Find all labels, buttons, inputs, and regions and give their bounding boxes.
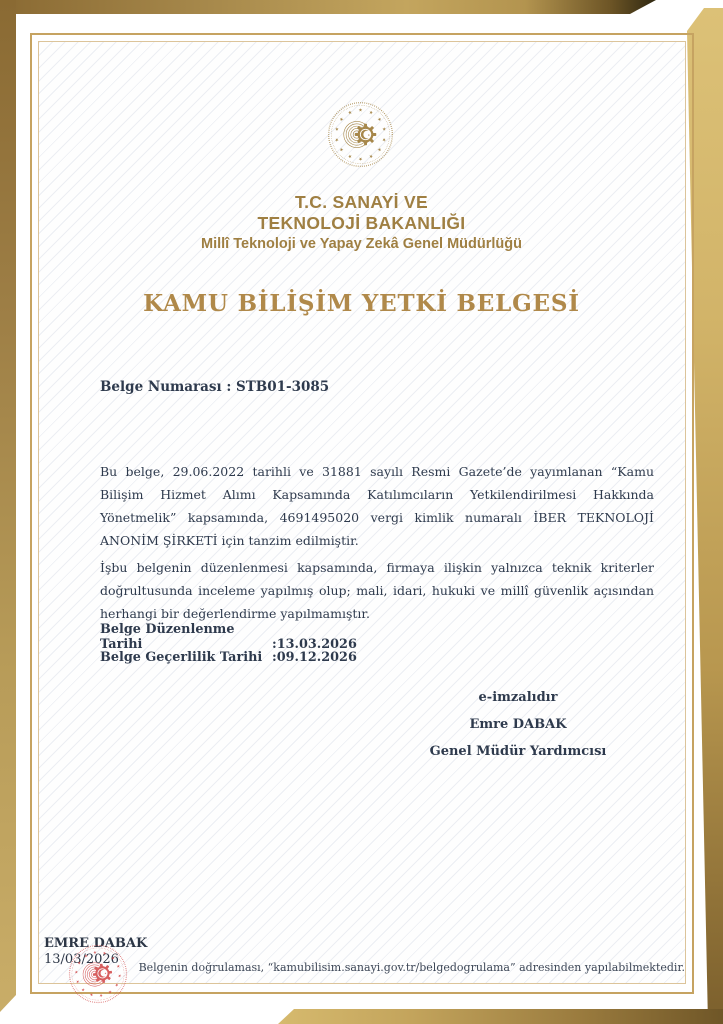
esignature-note: e-imzalıdır xyxy=(478,690,558,705)
issue-date-line xyxy=(100,622,357,652)
certificate-title: KAMU BİLİŞİM YETKİ BELGESİ xyxy=(143,290,580,317)
ministry-name-line2: TEKNOLOJİ BAKANLIĞI xyxy=(257,213,466,233)
paragraph-disclaimer: İşbu belgenin düzenlenmesi kapsamında, firmaya ilişkin yalnızca teknik kriterler doğrultusunda inceleme yapılmış olup; mali, idari, hukuki ve millî güvenlik açısından herhangi bir değerlendirme yapılmamıştır. xyxy=(100,559,654,621)
signatory-title: Genel Müdür Yardımcısı xyxy=(429,744,607,759)
stamp-signer-name: EMRE DABAK xyxy=(44,936,148,951)
directorate-name: Millî Teknoloji ve Yapay Zekâ Genel Müdürlüğü xyxy=(201,236,522,252)
stamp-date: 13/03/2026 xyxy=(44,952,119,967)
red-seal-stamp-icon xyxy=(64,940,132,1008)
validity-date-value: :09.12.2026 xyxy=(272,650,357,665)
validity-date-label: Belge Geçerlilik Tarihi xyxy=(100,650,263,665)
issue-date-label: Belge Düzenlenme Tarihi xyxy=(100,622,235,652)
signature-block xyxy=(398,684,638,765)
document-number: Belge Numarası : STB01-3085 xyxy=(100,379,330,395)
ministry-name xyxy=(0,192,723,234)
issue-date-value: :13.03.2026 xyxy=(272,637,357,652)
verification-note: Belgenin doğrulaması, “kamubilisim.sanayi.gov.tr/belgedogrulama” adresinden yapılabilmektedir. xyxy=(138,961,685,974)
ministry-emblem-icon xyxy=(327,101,394,168)
ministry-name-line1: T.C. SANAYİ VE xyxy=(295,192,428,212)
validity-date-line xyxy=(100,650,357,665)
signatory-name: Emre DABAK xyxy=(469,717,567,732)
paragraph-issuance: Bu belge, 29.06.2022 tarihli ve 31881 sayılı Resmi Gazete’de yayımlanan “Kamu Bilişim Hizmet Alımı Kapsamında Katılımcıların Yetkilendirilmesi Hakkında Yönetmelik” kapsamında, 4691495020 vergi kimlik numaralı İBER TEKNOLOJİ ANONİM ŞİRKETİ için tanzim edilmiştir. xyxy=(100,463,654,548)
